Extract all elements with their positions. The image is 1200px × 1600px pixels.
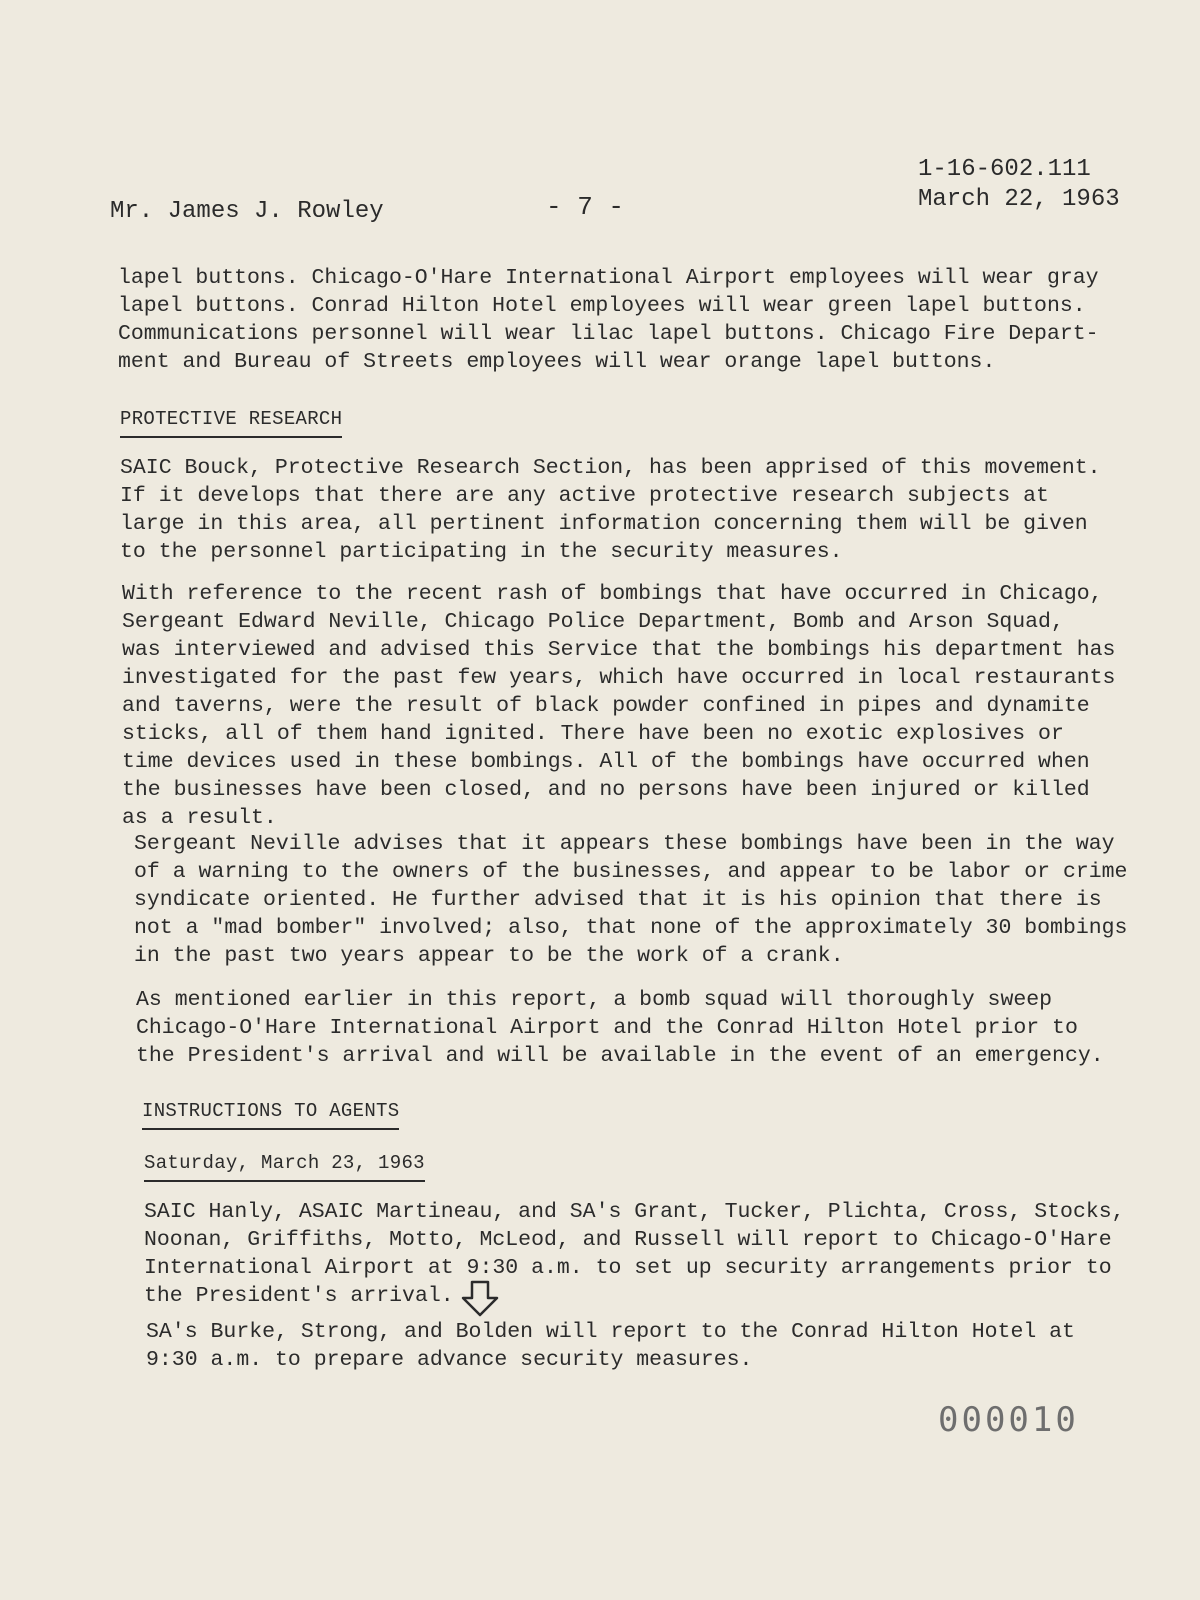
- text-line: Communications personnel will wear lilac lapel buttons. Chicago Fire Depart-: [118, 322, 1099, 346]
- text-line: 9:30 a.m. to prepare advance security measures.: [146, 1348, 753, 1372]
- text-line: SAIC Hanly, ASAIC Martineau, and SA's Grant, Tucker, Plichta, Cross, Stocks,: [144, 1200, 1125, 1224]
- text-line: the President's arrival.: [144, 1284, 454, 1308]
- text-line: Sergeant Edward Neville, Chicago Police Department, Bomb and Arson Squad,: [122, 610, 1064, 634]
- text-line: Chicago-O'Hare International Airport and the Conrad Hilton Hotel prior to: [136, 1016, 1078, 1040]
- text-line: With reference to the recent rash of bombings that have occurred in Chicago,: [122, 582, 1103, 606]
- paragraph-saic-bouck: [120, 454, 1101, 566]
- down-arrow-icon: [460, 1279, 500, 1319]
- text-line: SA's Burke, Strong, and Bolden will report to the Conrad Hilton Hotel at: [146, 1320, 1075, 1344]
- text-line: to the personnel participating in the security measures.: [120, 540, 843, 564]
- text-line: in the past two years appear to be the work of a crank.: [134, 944, 844, 968]
- text-line: the President's arrival and will be available in the event of an emergency.: [136, 1044, 1104, 1068]
- text-line: International Airport at 9:30 a.m. to set up security arrangements prior to: [144, 1256, 1112, 1280]
- text-line: as a result.: [122, 806, 277, 830]
- paragraph-airport-agents: [144, 1198, 1125, 1310]
- addressee: Mr. James J. Rowley: [110, 198, 384, 225]
- text-line: lapel buttons. Conrad Hilton Hotel employees will wear green lapel buttons.: [118, 294, 1086, 318]
- text-line: the businesses have been closed, and no persons have been injured or killed: [122, 778, 1090, 802]
- text-line: time devices used in these bombings. All of the bombings have occurred when: [122, 750, 1090, 774]
- text-line: SAIC Bouck, Protective Research Section, has been apprised of this movement.: [120, 456, 1101, 480]
- text-line: large in this area, all pertinent information concerning them will be given: [120, 512, 1088, 536]
- text-line: lapel buttons. Chicago-O'Hare International Airport employees will wear gray: [118, 266, 1099, 290]
- paragraph-bombings: [122, 580, 1115, 832]
- text-line: If it develops that there are any active protective research subjects at: [120, 484, 1049, 508]
- page-number: - 7 -: [546, 192, 625, 222]
- section-heading-protective-research: PROTECTIVE RESEARCH: [120, 408, 342, 438]
- paragraph-hotel-agents: [146, 1318, 1075, 1374]
- text-line: not a "mad bomber" involved; also, that none of the approximately 30 bombings: [134, 916, 1128, 940]
- text-line: sticks, all of them hand ignited. There have been no exotic explosives or: [122, 722, 1064, 746]
- text-line: of a warning to the owners of the businesses, and appear to be labor or crime: [134, 860, 1128, 884]
- file-number: 1-16-602.111: [918, 156, 1091, 183]
- paragraph-bomb-squad: [136, 986, 1104, 1070]
- text-line: syndicate oriented. He further advised that it is his opinion that there is: [134, 888, 1102, 912]
- date-subheading: Saturday, March 23, 1963: [144, 1152, 425, 1182]
- text-line: As mentioned earlier in this report, a bomb squad will thoroughly sweep: [136, 988, 1053, 1012]
- page-stamp-number: 000010: [938, 1400, 1079, 1440]
- document-date: March 22, 1963: [918, 186, 1120, 213]
- section-heading-instructions: INSTRUCTIONS TO AGENTS: [142, 1100, 399, 1130]
- text-line: Noonan, Griffiths, Motto, McLeod, and Russell will report to Chicago-O'Hare: [144, 1228, 1112, 1252]
- intro-paragraph: [118, 264, 1099, 376]
- text-line: investigated for the past few years, which have occurred in local restaurants: [122, 666, 1116, 690]
- paragraph-sergeant-neville: [134, 830, 1127, 970]
- text-line: ment and Bureau of Streets employees will wear orange lapel buttons.: [118, 350, 996, 374]
- text-line: and taverns, were the result of black powder confined in pipes and dynamite: [122, 694, 1090, 718]
- text-line: Sergeant Neville advises that it appears these bombings have been in the way: [134, 832, 1115, 856]
- text-line: was interviewed and advised this Service that the bombings his department has: [122, 638, 1116, 662]
